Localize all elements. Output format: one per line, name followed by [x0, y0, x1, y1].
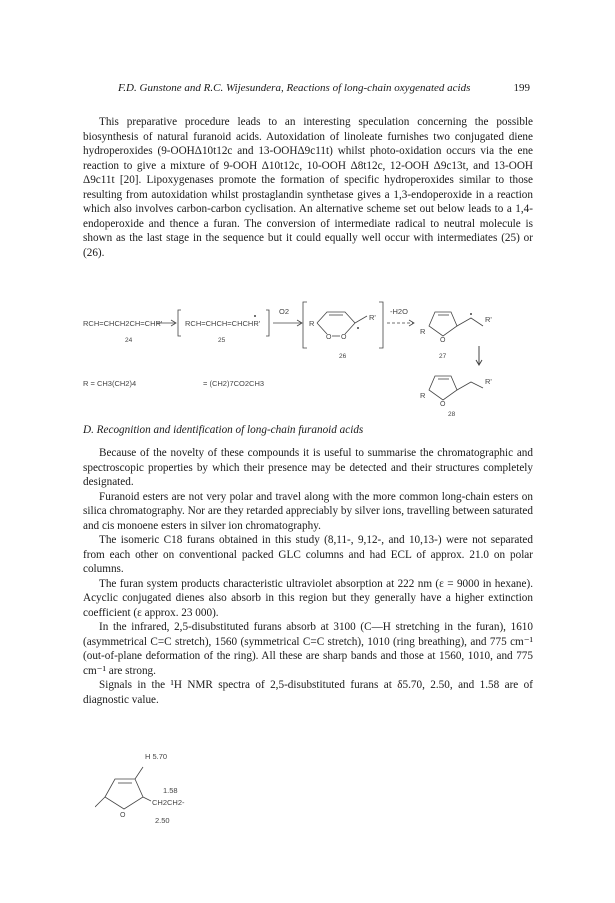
- paragraph-ir: In the infrared, 2,5-disubstituted furans absorb at 3100 (C—H stretching in the furan), 1610 (asymmetrical C=C stretch), 1560 (symmetrical C=C stretch), 1010 (ring breathing), and 775 cm⁻¹ (out-of-plane deformation of the ring). All these are sharp bands and those at 1560, 1010, and 775 cm⁻¹ are strong.: [83, 621, 533, 677]
- r-definition: R = CH3(CH2)4: [83, 379, 137, 388]
- paragraph-nmr: Signals in the ¹H NMR spectra of 2,5-disubstituted furans at δ5.70, 2.50, and 1.58 are of diagnostic value.: [83, 679, 533, 706]
- peroxide-oxygen-2: O: [341, 334, 347, 341]
- furan-label: 28: [448, 411, 456, 418]
- start-label: 24: [125, 337, 133, 344]
- nmr-oxygen: O: [120, 812, 126, 819]
- paragraph-glc: The isomeric C18 furans obtained in this study (8,11-, 9,12-, and 10,13-) were not separated from each other on conventional packed GLC columns and had ECL of approx. 21.0 on polar columns.: [83, 534, 533, 575]
- running-title: F.D. Gunstone and R.C. Wijesundera, Reactions of long-chain oxygenated acids: [118, 82, 471, 94]
- section-heading: D. Recognition and identification of long-chain furanoid acids: [83, 424, 364, 436]
- body-paragraph: This preparative procedure leads to an interesting speculation concerning the possible biosynthesis of natural furanoid acids. Autoxidation of linoleate furnishes two conjugated diene hydroperoxides (9-OOHΔ10t12c and 13-OOHΔ9c11t) whilst photo-oxidation occurs via the ene reaction to give a mixture of 9-OOH Δ10t12c, 10-OOH Δ8t12c, 12-OOH Δ9c13t, and 13-OOH Δ9c11t [20]. Lipoxygenases promote the formation of specific hydroperoxides similar to those resulting from autoxidation whilst prostaglandin synthetase gives a 1,3-endoperoxide in a reaction which also involves carbon-carbon cyclisation. An alternative scheme set out below leads to a 1,4-endoperoxide and thence a furan. The conversion of intermediate radical to neutral molecule is shown as the last stage in the sequence but it could equally well occur with intermediates (25) or (26).: [83, 116, 533, 259]
- body-text-bottom: [83, 446, 533, 707]
- endoperoxide-r: R: [309, 319, 315, 328]
- reaction-scheme: [83, 298, 533, 418]
- r-prime-definition: = (CH2)7CO2CH3: [203, 379, 265, 388]
- running-header: [118, 82, 530, 94]
- nmr-furan-structure: [95, 745, 225, 843]
- h2o-reagent: -H2O: [390, 307, 408, 316]
- paragraph-silica: Furanoid esters are not very polar and travel along with the more common long-chain esters on silica chromatography. Nor are they retarded appreciably by silver ions, travelling between saturated and cis monoene esters in silver ion chromatography.: [83, 490, 533, 532]
- ch2-group: CH2CH2-: [152, 798, 185, 807]
- furan-oxygen: O: [440, 401, 446, 408]
- body-text-top: [83, 115, 533, 260]
- o2-reagent: O2: [279, 307, 290, 316]
- ch2-shift: 1.58: [163, 786, 178, 795]
- radical-furan-r-prime: R': [485, 315, 492, 324]
- start-compound: RCH=CHCH2CH=CHR': [83, 319, 163, 328]
- h-shift: H 5.70: [145, 752, 168, 761]
- furan-r-prime: R': [485, 377, 492, 386]
- radical-furan-oxygen: O: [440, 337, 446, 344]
- paragraph-uv: The furan system products characteristic ultraviolet absorption at 222 nm (ε = 9000 in hexane). Acyclic conjugated dienes also absorb in this region but they generally have a higher extinction coefficient (ε approx. 23 000).: [83, 577, 533, 619]
- radical-label: 25: [218, 337, 226, 344]
- radical-furan-label: 27: [439, 353, 447, 360]
- page-number: 199: [513, 82, 530, 94]
- endoperoxide-label: 26: [339, 353, 347, 360]
- furan-r: R: [420, 391, 426, 400]
- alpha-shift: 2.50: [155, 816, 170, 825]
- radical-compound: RCH=CHCH=CHCHR': [185, 319, 261, 328]
- endoperoxide-r-prime: R': [369, 313, 376, 322]
- radical-furan-r: R: [420, 327, 426, 336]
- paragraph-chromatography-intro: Because of the novelty of these compounds it is useful to summarise the chromatographic and spectroscopic properties by which their presence may be detected and their structures completely designated.: [83, 447, 533, 488]
- peroxide-oxygen-1: O: [326, 334, 332, 341]
